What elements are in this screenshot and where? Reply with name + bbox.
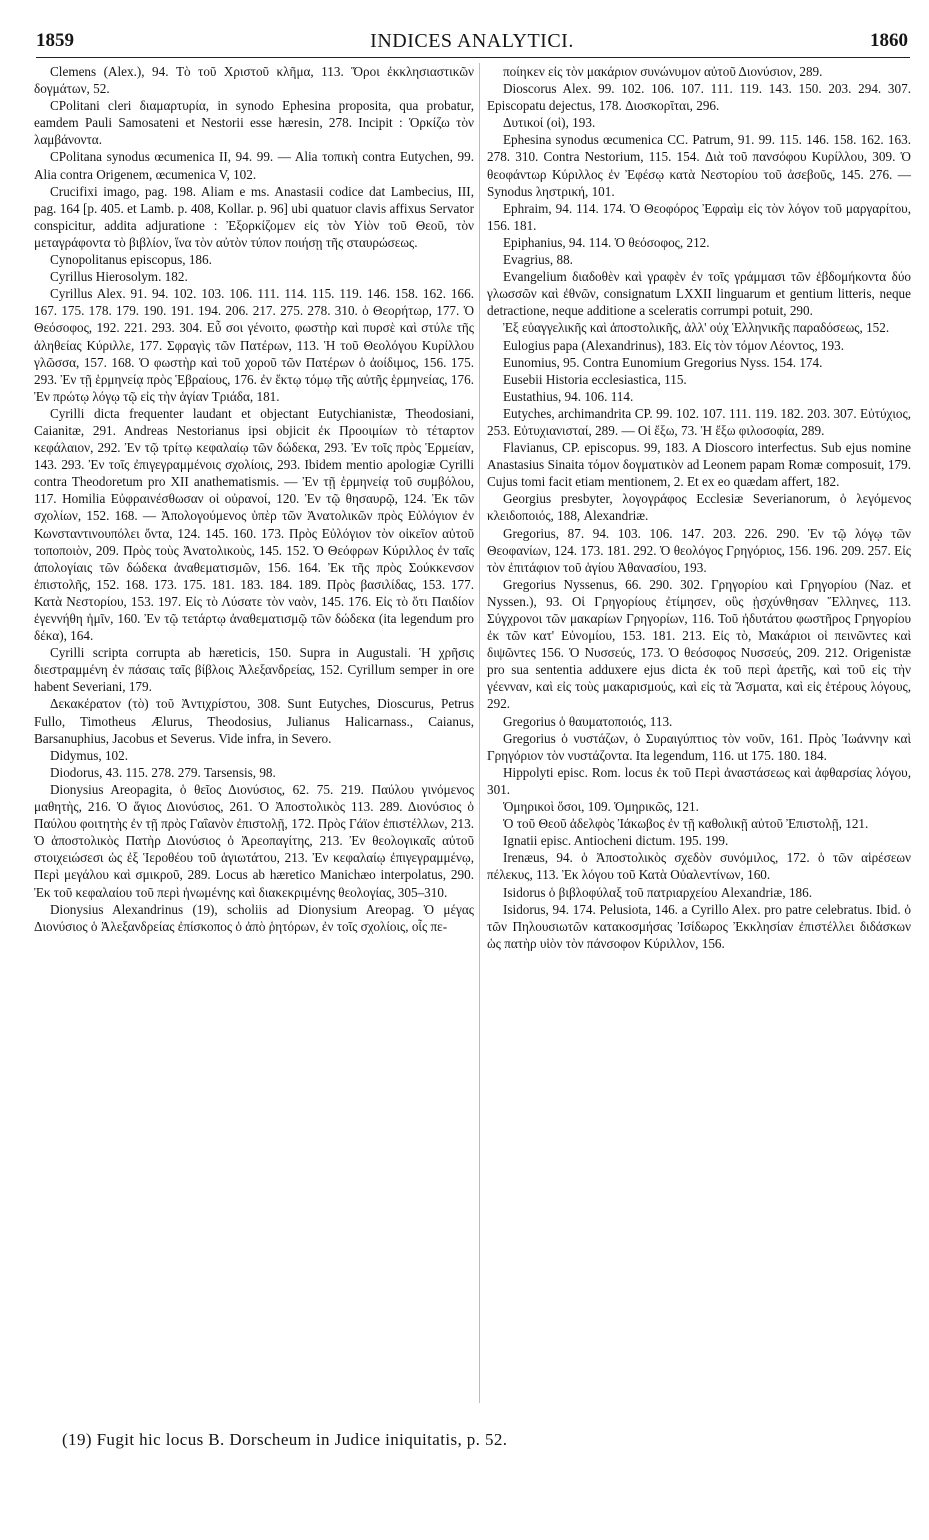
header-rule — [36, 57, 910, 58]
footnote: (19) Fugit hic locus B. Dorscheum in Judice iniquitatis, p. 52. — [62, 1430, 508, 1449]
index-entry: Isidorus, 94. 174. Pelusiota, 146. a Cyrillo Alex. pro patre celebratus. Ibid. ὁ τῶν Πηλουσιωτῶν κατακοσμήσας Ἰσίδωρος Ἐκκλησίαν ἐπιστέλλει διδάσκων ὡς πατὴρ υἱὸν τὸν πάνσοφον Κύριλλον, 156. — [487, 901, 911, 951]
index-entry: Irenæus, 94. ὁ Ἀποστολικὸς σχεδὸν συνόμιλος, 172. ὁ τῶν αἱρέσεων πέλεκυς, 113. Ἐκ λόγου τοῦ Κατὰ Οὐαλεντίνων, 160. — [487, 850, 911, 883]
index-entry: CPolitani cleri διαμαρτυρία, in synodo Ephesina proposita, qua probatur, eamdem Pauli Samosateni et Nestorii esse hæresin, 278. Incipit : Ὁρκίζω τὸν λαμβάνοντα. — [34, 98, 474, 148]
index-entry: Ephraim, 94. 114. 174. Ὁ Θεοφόρος Ἐφραὶμ εἰς τὸν λόγον τοῦ μαργαρίτου, 156. 181. — [487, 200, 911, 233]
running-title: INDICES ANALYTICI. — [370, 30, 574, 52]
index-entry: Didymus, 102. — [50, 747, 129, 763]
index-entry: Dionysius Areopagita, ὁ θεῖος Διονύσιος, 62. 75. 219. Παύλου γινόμενος μαθητὴς, 216. Ὁ ἅγιος Διονύσιος, 261. Ὁ Ἀποστολικὸς 113. 289. Διονύσιος ὁ Παύλου φοιτητὴς ἐν τῇ πρὸς Γαΐανὸν ἐπιστολῇ, 172. Πρὸς Γάϊον ἐπιστέλλων, 213. Ὁ ἀποστολικὸς Πατὴρ Διονύσιος ὁ Ἀρεοπαγίτης, 213. Ἐν θεολογικαῖς αὐτοῦ στοιχειώσεσι ὡς ἐξ Ἱεροθέου τοῦ ἁγιωτάτου, 213. Ἐν κεφαλαίῳ ἐπιγεγραμμένῳ, Περὶ μεγάλου καὶ σμικροῦ, 289. Locus ab hæretico Manichæo interpolatus, 290. Ἐκ τοῦ κεφαλαίου τοῦ περὶ ἡνωμένης καὶ διακεκριμένης θεολογίας, 305–310. — [34, 781, 474, 900]
index-entry: Ὁ τοῦ Θεοῦ ἀδελφὸς Ἰάκωβος ἐν τῇ καθολικῇ αὐτοῦ Ἐπιστολῇ, 121. — [503, 816, 869, 832]
index-entry: Δεκακέρατον (τὸ) τοῦ Ἀντιχρίστου, 308. Sunt Eutyches, Dioscurus, Petrus Fullo, Timotheus Ælurus, Theodosius, Julianus Halicarnass., Caianus, Barsanuphius, Jacobus et Severus. Vide infra, in Severo. — [34, 696, 474, 746]
index-entry: ποίηκεν εἰς τὸν μακάριον συνώνυμον αὐτοῦ Διονύσιον, 289. — [503, 64, 823, 79]
index-entry: Eulogius papa (Alexandrinus), 183. Εἰς τὸν τόμον Λέοντος, 193. — [503, 337, 844, 353]
index-entry: Crucifixi imago, pag. 198. Aliam e ms. Anastasii codice dat Lambecius, III, pag. 164 [p. 405. et Lamb. p. 408, Kollar. p. 96] ubi quatuor clavis affixus Servator conspicitur, addita adjuratione : Ἐξορκίζομεν εἰς τὸν Υἱὸν τοῦ Θεοῦ, τὸν μεταγράφοντα τὸ βιβλίον, ἵνα τὸν αὐτὸν τύπον ποιήσῃ τῆς σταυρώσεως. — [34, 183, 474, 250]
index-entry: Dionysius Alexandrinus (19), scholiis ad Dionysium Areopag. Ὁ μέγας Διονύσιος ὁ Ἀλεξανδρείας ἐπίσκοπος ὁ ἀπὸ ῥητόρων, ἐν τοῖς σχολίοις, οἷς πε- — [34, 901, 474, 934]
index-entry: Flavianus, CP. episcopus. 99, 183. A Dioscoro interfectus. Sub ejus nomine Anastasius Sinaita τόμον δογματικὸν ad Leonem papam Romæ composuit, 179. Cujus tomi facit etiam mentionem, 2. Et ex eo quædam affert, 182. — [487, 440, 911, 490]
column-divider — [479, 63, 480, 1403]
index-entry: Eustathius, 94. 106. 114. — [503, 388, 634, 404]
index-entry: Cyrilli dicta frequenter laudant et objectant Eutychianistæ, Theodosiani, Caianitæ, 291. Andreas Nestorianus ipsi objicit ἐκ Προοιμίων τὸ τέταρτον κεφάλαιον, 292. Ἐν τῷ τρίτῳ κεφαλαίῳ τῶν δώδεκα, 293. Ἐν τοῖς πρὸς Ἑρμείαν, 143. 293. Ἐν τοῖς ἐπιγεγραμμένοις σχολίοις, 293. Ibidem mentio apologiæ Cyrilli contra Theodoretum pro XII anathematismis. — Ἐν τῇ ἑρμηνείᾳ τοῦ συμβόλου, 117. Homilia Εὐφραινέσθωσαν οἱ οὐρανοί, 120. Ἐν τῷ θησαυρῷ, 124. Ἐκ τῶν σχολίων, 152. 168. — Ἀπολογούμενος ὑπὲρ τῶν Ἀνατολικῶν πρὸς Εὐλόγιον ἐν Κωνσταντινουπόλει ὄντα, 124. 145. 160. 173. Πρὸς Εὐλόγιον τὸν οἰκεῖον αὐτοῦ τοποποιὸν, 209. Πρὸς τοὺς Ἀνατολικοὺς, 145. 152. Ὁ Θεόφρων Κύριλλος ἐν ταῖς ἀπολογίαις τῶν δώδεκα ἀναθεματισμῶν, 156. 164. Ἐκ τῆς πρὸς Σούκκενσον ἐπιστολῆς, 152. 168. 173. 175. 181. 183. 184. 189. Πρὸς βασιλίδας, 153. 177. Κατὰ Νεστορίου, 153. 197. Εἰς τὸ Λύσατε τὸν ναὸν, 145. 176. Εἰς τὸ ὅτι Παιδίον ἐγεννήθη ἡμῖν, 160. Ἐν τῷ τετάρτῳ ἀναθεματισμῷ τῶν δώδεκα (ita legendum pro δέκα), 164. — [34, 405, 474, 644]
index-entry: Eutyches, archimandrita CP. 99. 102. 107. 111. 119. 182. 203. 307. Εὐτύχιος, 253. Εὐτυχιανισταί, 289. — Οἱ ἔξω, 73. Ἡ ἔξω φιλοσοφία, 289. — [487, 405, 911, 438]
page-number-right: 1860 — [870, 30, 908, 51]
index-entry: CPolitana synodus œcumenica II, 94. 99. — Alia τοπικὴ contra Eutychen, 99. Alia contra Origenem, œcumenica V, 102. — [34, 149, 474, 182]
index-entry: Evangelium διαδοθὲν καὶ γραφὲν ἐν τοῖς γράμμασι τῶν ἑβδομήκοντα δύο γλωσσῶν καὶ ἐθνῶν, consignatum LXXII linguarum et gentium litteris, neque detractione, neque additione a sceleratis corrumpi potuit, 290. — [487, 269, 911, 319]
index-entry: Gregorius Nyssenus, 66. 290. 302. Γρηγορίου καὶ Γρηγορίου (Naz. et Nyssen.), 93. Οἱ Γρηγορίους ἐτίμησεν, οὓς ᾐσχύνθησαν Ἕλληνες, 113. Σύγχρονοι τῶν μακαρίων Γρηγορίων, 116. Τοῦ ἠδυτάτου φωστῆρος Γρηγορίου ἐκ τῶν κατ' Εὐνομίου, 153. 181. 213. Εἰς τὸ, Μακάριοι οἱ πεινῶντες καὶ διψῶντες 156. Ὁ Νυσσεύς, 173. Ὁ θεόσοφος Νυσσεύς, 209. 212. Origenistæ pro sua sententia adduxere ejus dicta ἐκ τοῦ περὶ ἀρετῆς, καὶ τοῦ εἰς τὴν γέενναν, καὶ εἰς τοὺς μακαρισμούς, καὶ εἰς τὰ Ἄσματα, καὶ εἰς ἑτέρους λόγους, 292. — [487, 576, 911, 712]
index-entry: Hippolyti episc. Rom. locus ἐκ τοῦ Περὶ ἀναστάσεως καὶ ἀφθαρσίας λόγου, 301. — [487, 764, 911, 797]
index-entry: Ephesina synodus œcumenica CC. Patrum, 91. 99. 115. 146. 158. 162. 163. 278. 310. Contra Nestorium, 115. 154. Διὰ τοῦ πανσόφου Κυρίλλου, 309. Ὁ θεοφάντωρ Κύριλλος ἐν Ἐφέσῳ κατὰ Νεστορίου τοῦ ἀσεβοῦς, 145. 276. — Synodus ληστρική, 101. — [487, 132, 911, 199]
index-entry: Cyrillus Hierosolym. 182. — [50, 269, 188, 285]
index-entry: Georgius presbyter, λογογράφος Ecclesiæ Severianorum, ὁ λεγόμενος κλειδοποιός, 188, Alexandriæ. — [487, 491, 911, 524]
index-entry: Δυτικοί (οἱ), 193. — [503, 115, 596, 131]
index-entry: Eunomius, 95. Contra Eunomium Gregorius Nyss. 154. 174. — [503, 354, 823, 370]
index-entry: Ἐξ εὐαγγελικῆς καὶ ἀποστολικῆς, ἀλλ' οὐχ Ἑλληνικῆς παραδόσεως, 152. — [503, 320, 890, 336]
index-entry: Gregorius, 87. 94. 103. 106. 147. 203. 226. 290. Ἐν τῷ λόγῳ τῶν Θεοφανίων, 124. 173. 181. 292. Ὁ θεολόγος Γρηγόριος, 156. 196. 209. 257. Εἰς τὸν ἐπιτάφιον τοῦ ἁγίου Ἀθανασίου, 193. — [487, 525, 911, 575]
index-entry: Clemens (Alex.), 94. Τὸ τοῦ Χριστοῦ κλῆμα, 113. Ὅροι ἐκκλησιαστικῶν δογμάτων, 52. — [34, 64, 474, 97]
index-entry: Gregorius ὁ θαυματοποιός, 113. — [503, 713, 673, 729]
page-header — [36, 30, 908, 56]
index-entry: Gregorius ὁ νυστάζων, ὁ Συραιγύπτιος τὸν νοῦν, 161. Πρὸς Ἰωάννην καὶ Γρηγόριον τὸν νυστάζοντα. Ita legendum, 116. ut 175. 180. 184. — [487, 730, 911, 763]
index-entry: Diodorus, 43. 115. 278. 279. Tarsensis, 98. — [50, 764, 276, 780]
index-entry: Isidorus ὁ βιβλοφύλαξ τοῦ πατριαρχείου Alexandriæ, 186. — [503, 884, 813, 900]
index-entry: Dioscorus Alex. 99. 102. 106. 107. 111. 119. 143. 150. 203. 294. 307. Episcopatu dejectus, 178. Διοσκορῖται, 296. — [487, 81, 911, 114]
left-column — [34, 63, 474, 935]
index-entry: Cyrillus Alex. 91. 94. 102. 103. 106. 111. 114. 115. 119. 146. 158. 162. 166. 167. 175. 178. 179. 190. 191. 194. 206. 217. 275. 278. 310. ὁ Θεορήτωρ, 177. Ὁ Θεόσοφος, 192. 221. 293. 304. Εὖ σοι γένοιτο, φωστὴρ καὶ πυρσὲ καὶ στύλε τῆς ἀληθείας Κύριλλε, 177. Σφραγὶς τῶν Πατέρων, 113. Ἡ τοῦ Θεολόγου Κυρίλλου γλῶσσα, 157. 168. Ὁ φωστὴρ καὶ τοῦ χοροῦ τῶν Πατέρων ὁ ἀοίδιμος, 156. 175. 293. Ἐν τῇ ἑρμηνείᾳ πρὸς Ἑβραίους, 176. ἐν ἕκτῳ τόμῳ τῆς αὐτῆς ἑρμηνείας, 176. Ἐν πρώτῳ λόγῳ τῷ εἰς τὴν ἁγίαν Τριάδα, 181. — [34, 286, 474, 404]
right-column — [487, 63, 911, 952]
index-entry: Cyrilli scripta corrupta ab hæreticis, 150. Supra in Augustali. Ἡ χρῆσις διεστραμμένη ἐν πάσαις ταῖς βίβλοις Ἀλεξανδρείας, 152. Cyrillum semper in ore habent Severiani, 179. — [34, 645, 474, 695]
index-entry: Cynopolitanus episcopus, 186. — [50, 252, 212, 268]
index-entry: Ὁμηρικοὶ ὅσοι, 109. Ὁμηρικῶς, 121. — [503, 799, 699, 815]
index-entry: Eusebii Historia ecclesiastica, 115. — [503, 371, 687, 387]
index-entry: Epiphanius, 94. 114. Ὁ θεόσοφος, 212. — [503, 234, 710, 250]
index-entry: Evagrius, 88. — [503, 252, 573, 268]
index-entry: Ignatii episc. Antiocheni dictum. 195. 199. — [503, 833, 729, 849]
page-number-left: 1859 — [36, 30, 74, 51]
